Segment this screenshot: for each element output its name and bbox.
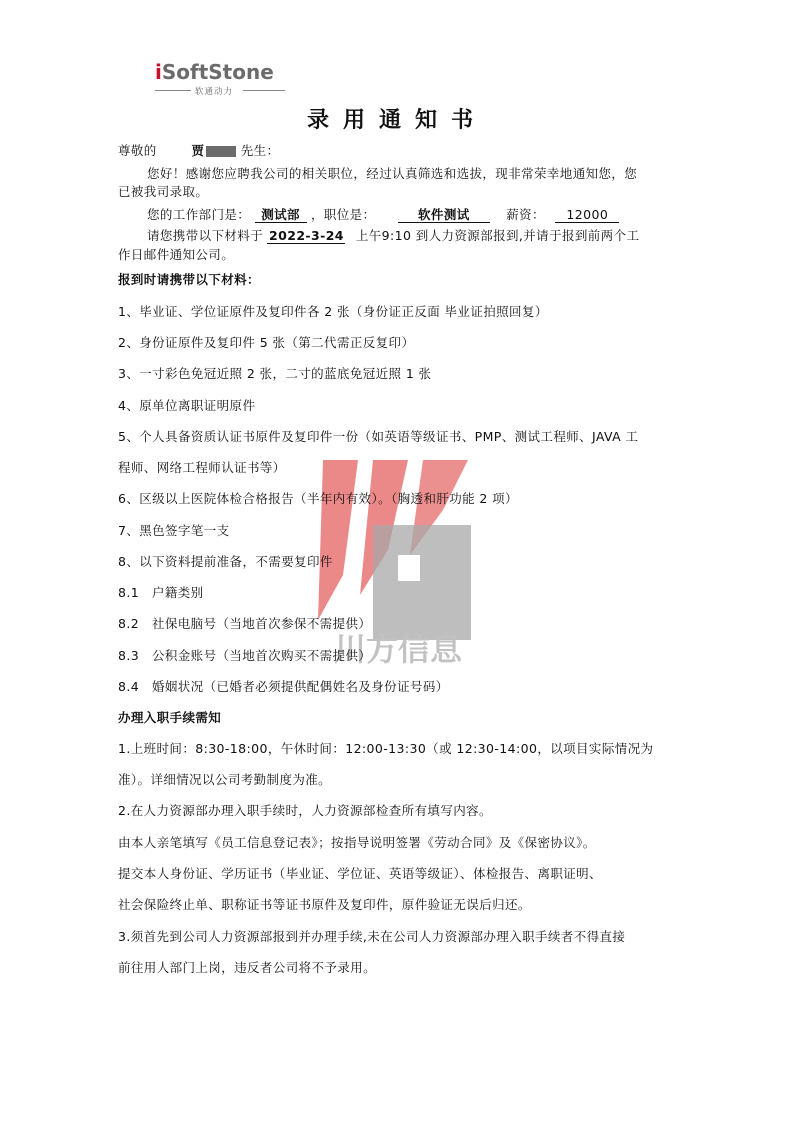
report-line-1 (147, 226, 639, 244)
recipient-surname: 贾 (191, 143, 205, 158)
material-item: 8、以下资料提前准备，不需要复印件 (118, 554, 333, 569)
position-label: ，职位是： (310, 207, 376, 222)
material-subitem: 8.2 社保电脑号（当地首次参保不需提供） (118, 616, 372, 631)
materials-heading: 报到时请携带以下材料： (118, 272, 260, 287)
onboarding-line: 社会保险终止单、职称证书等证书原件及复印件，原件验证无误后归还。 (118, 897, 531, 912)
salary-value: 12000 (555, 207, 619, 223)
report-date: 2022-3-24 (269, 228, 344, 243)
onboarding-line: 前往用人部门上岗，违反者公司将不予录用。 (118, 960, 377, 975)
redacted-name (206, 146, 236, 157)
logo-rule-right (243, 90, 285, 91)
material-subitem: 8.3 公积金账号（当地首次购买不需提供） (118, 648, 372, 663)
greeting-honorific: 尊敬的 (118, 143, 157, 158)
material-item: 5、个人具备资质认证书原件及复印件一份（如英语等级证书、PMP、测试工程师、JAVA 工 (118, 429, 639, 444)
dept-value: 测试部 (255, 207, 307, 223)
logo-rule-left (155, 90, 191, 91)
intro-line-1: 您好！感谢您应聘我公司的相关职位，经过认真筛选和选拔，现非常荣幸地通知您，您 (147, 166, 638, 181)
watermark-logo (318, 455, 478, 665)
onboarding-line: 提交本人身份证、学历证书（毕业证、学位证、英语等级证）、体检报告、离职证明、 (118, 866, 602, 881)
onboarding-line: 3.须首先到公司人力资源部报到并办理手续,未在公司人力资源部办理入职手续者不得直接 (118, 929, 626, 944)
onboarding-line: 1.上班时间：8:30-18:00，午休时间：12:00-13:30（或 12:30-14:00，以项目实际情况为 (118, 741, 654, 756)
watermark-gray-window (398, 555, 420, 581)
report-prefix: 请您携带以下材料于 (147, 228, 264, 243)
material-item: 7、黑色签字笔一支 (118, 523, 230, 538)
material-item: 6、区级以上医院体检合格报告（半年内有效）。（胸透和肝功能 2 项） (118, 491, 518, 506)
watermark-gray-block (373, 525, 471, 640)
material-item-continued: 程师、网络工程师认证书等） (118, 460, 286, 475)
watermark-text: 川方信息 (333, 630, 463, 665)
watermark-red-stripe-1 (318, 460, 358, 620)
job-details (147, 205, 619, 223)
salary-label: 薪资： (506, 207, 545, 222)
dept-label: 您的工作部门是： (147, 207, 251, 222)
onboarding-line: 2.在人力资源部办理入职手续时，人力资源部检查所有填写内容。 (118, 803, 492, 818)
logo-subtitle: 软通动力 (195, 87, 234, 97)
onboarding-line: 准）。详细情况以公司考勤制度为准。 (118, 772, 332, 787)
intro-line-2: 已被我司录取。 (118, 184, 209, 199)
material-item: 3、一寸彩色免冠近照 2 张，二寸的蓝底免冠近照 1 张 (118, 366, 432, 381)
greeting-suffix: 先生： (240, 143, 280, 158)
greeting (118, 141, 279, 159)
document-title: 录用通知书 (306, 108, 487, 133)
report-suffix: 上午9:10 到人力资源部报到,并请于报到前两个工 (355, 228, 640, 243)
company-logo (155, 58, 290, 98)
report-line-2: 作日邮件通知公司。 (118, 247, 235, 262)
onboarding-heading: 办理入职手续需知 (118, 710, 222, 725)
logo-wordmark: iSoftStone (155, 60, 274, 84)
onboarding-line: 由本人亲笔填写《员工信息登记表》；按指导说明签署《劳动合同》及《保密协议》。 (118, 835, 596, 850)
material-item: 1、毕业证、学位证原件及复印件各 2 张（身份证正反面 毕业证拍照回复） (118, 304, 548, 319)
material-item: 2、身份证原件及复印件 5 张（第二代需正反复印） (118, 335, 415, 350)
material-item: 4、原单位离职证明原件 (118, 398, 256, 413)
material-subitem: 8.4 婚姻状况（已婚者必须提供配偶姓名及身份证号码） (118, 679, 449, 694)
material-subitem: 8.1 户籍类别 (118, 585, 204, 600)
position-value: 软件测试 (398, 207, 490, 223)
